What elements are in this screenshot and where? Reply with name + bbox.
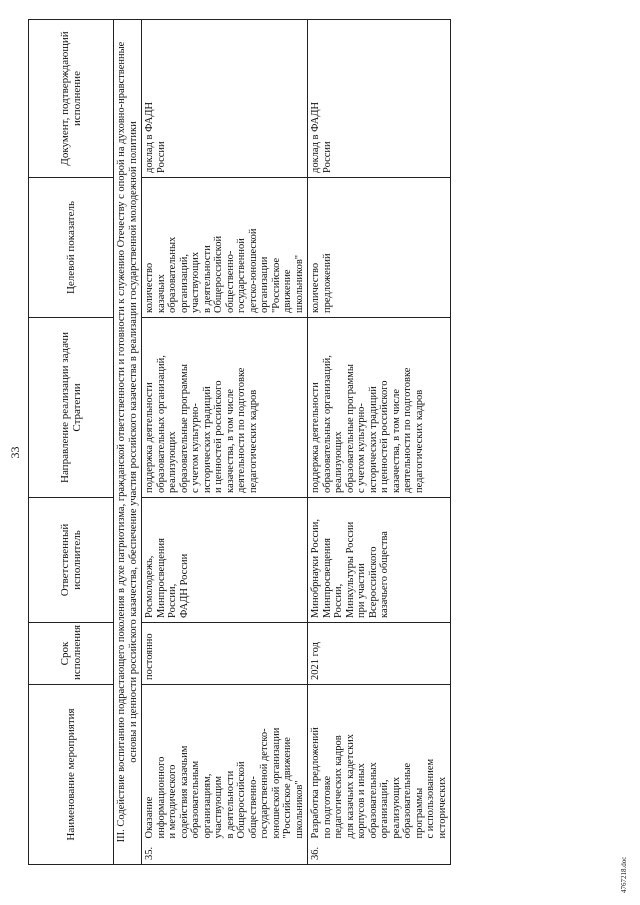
doc-id: 4767218.doc — [620, 856, 628, 893]
header-document: Документ, подтверждающий исполнение — [29, 20, 114, 178]
event-indicator: количество казачьих образовательных организаций, участвующих в деятельности Общероссийской общественно- государственной детско-юношеской организации "Российское движение школьников" — [142, 178, 308, 318]
header-indicator: Целевой показатель — [29, 178, 114, 318]
row-number: 35. — [142, 843, 308, 865]
event-document: доклад в ФАДН России — [142, 20, 308, 178]
section-title: III. Содействие воспитанию подрастающего поколения в духе патриотизма, гражданской ответственности и готовности к служению Отечеству с опорой на духовно-нравственные основы и ценности российского казачества, обеспечение участия российского казачества в реализации государственной молодежной политики — [114, 20, 142, 865]
event-name: Оказание информационного и методического содействия казачьим образовательным организациям, участвующим в деятельности Общероссийской общественно- государственной детско- юношеской организации "Российское движение школьников" — [142, 685, 308, 843]
event-name: Разработка предложений по подготовке педагогических кадров для казачьих кадетских корпусов и иных образовательных организаций, реализующих образовательные программы с использованием исторических — [308, 685, 451, 843]
event-document: доклад в ФАДН России — [308, 20, 451, 178]
table-row — [308, 20, 451, 865]
event-direction: поддержка деятельности образовательных организаций, реализующих образовательные программы с учетом культурно- исторических традиций и ценностей российского казачества, в том числе деятельности по подготовке педагогических кадров — [142, 318, 308, 498]
header-direction: Направление реализации задачи Стратегии — [29, 318, 114, 498]
plan-table — [28, 19, 451, 865]
header-name: Наименование мероприятия — [29, 685, 114, 865]
row-number: 36. — [308, 843, 451, 865]
event-executor: Минобрнауки России, Минпросвещения России, Минкультуры России при участии Всероссийского казачьего общества — [308, 498, 451, 623]
event-indicator: количество предложений — [308, 178, 451, 318]
section-row — [114, 20, 142, 865]
table-row — [142, 20, 308, 865]
header-term: Срок исполнения — [29, 623, 114, 685]
table-header-row — [29, 20, 114, 865]
event-executor: Росмолодежь, Минпросвещения России, ФАДН России — [142, 498, 308, 623]
event-term: 2021 год — [308, 623, 451, 685]
event-term: постоянно — [142, 623, 308, 685]
event-direction: поддержка деятельности образовательных организаций, реализующих образовательные программы с учетом культурно- исторических традиций и ценностей российского казачества, в том числе деятельности по подготовке педагогических кадров — [308, 318, 451, 498]
header-executor: Ответственный исполнитель — [29, 498, 114, 623]
page-number: 33 — [8, 446, 22, 459]
